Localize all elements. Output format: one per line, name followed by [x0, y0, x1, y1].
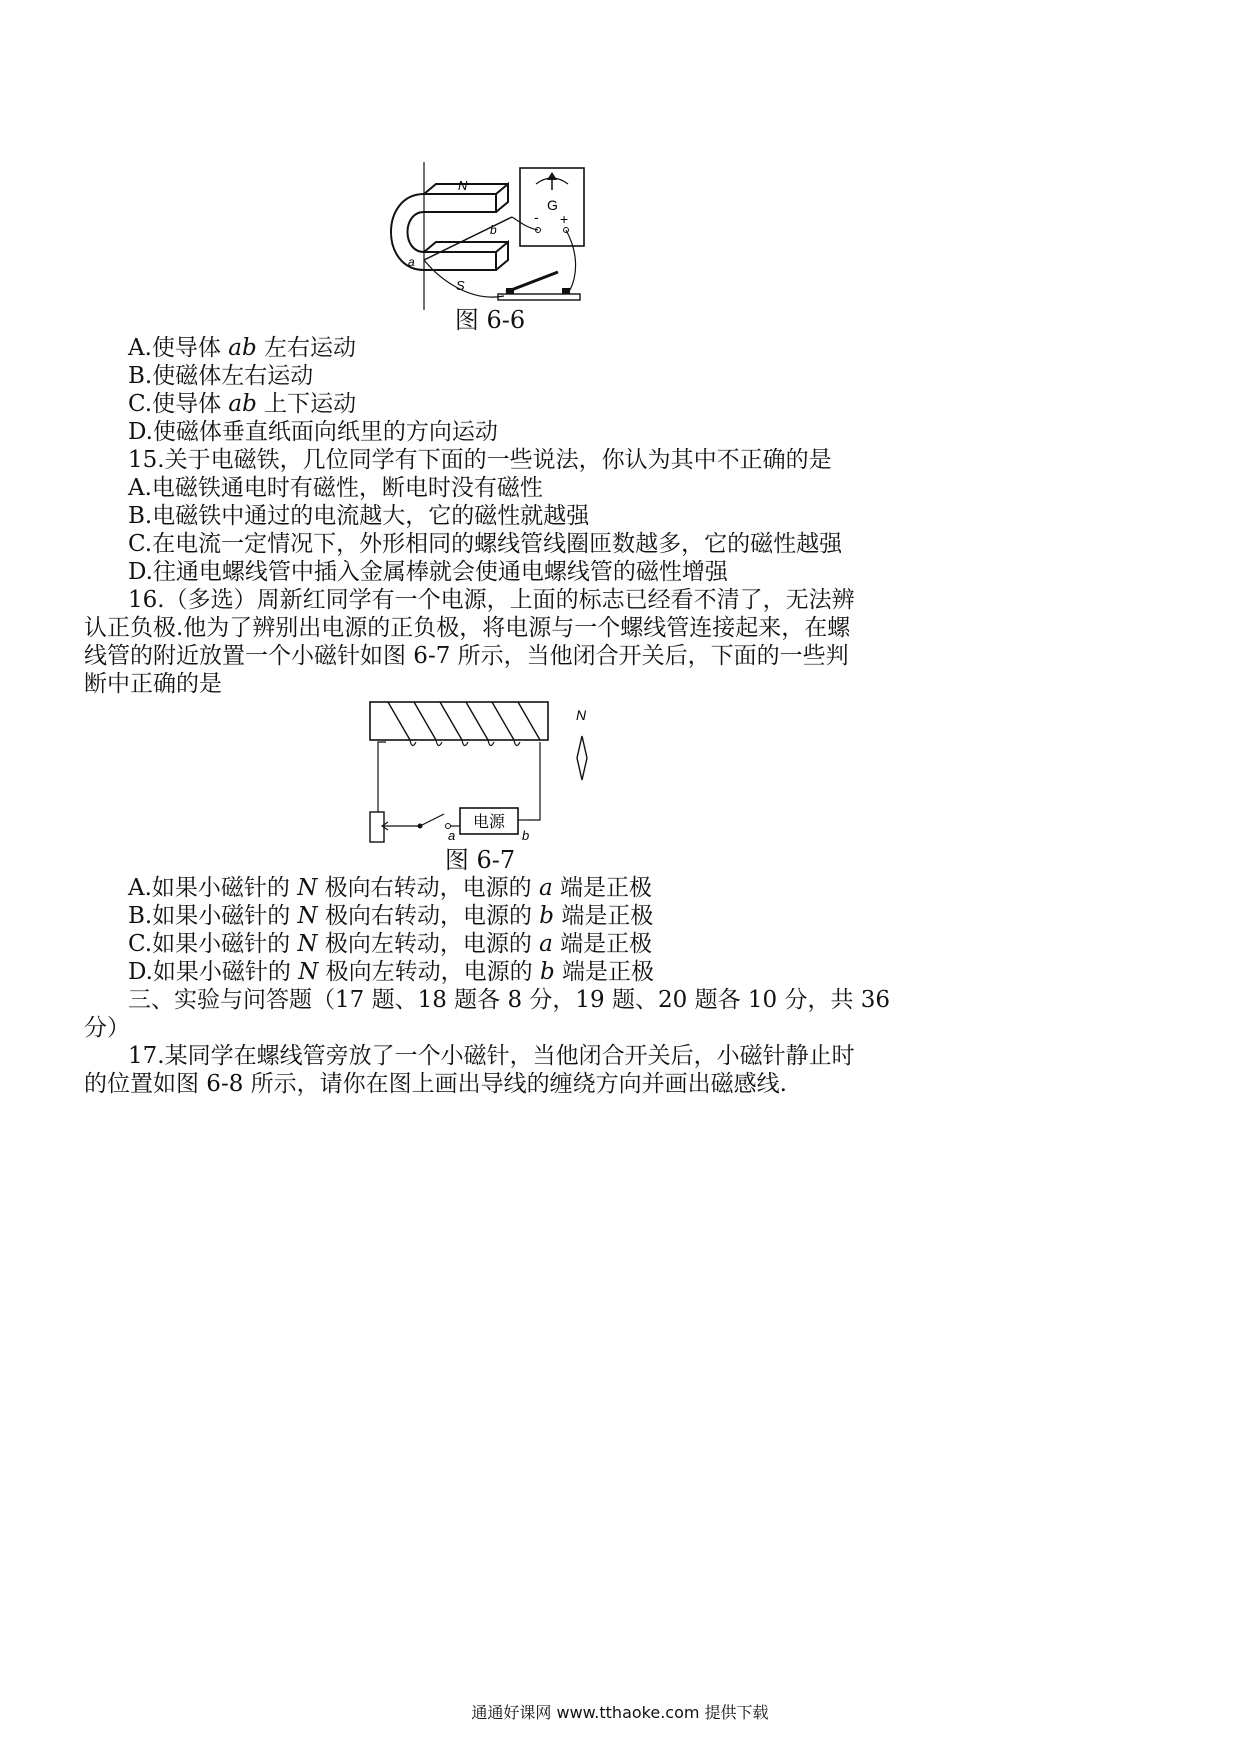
q16-stem-line-2: 认正负极.他为了辨别出电源的正负极，将电源与一个螺线管连接起来，在螺 [84, 615, 851, 641]
q14-option-b: B.使磁体左右运动 [128, 363, 314, 389]
q16-stem-line-3: 线管的附近放置一个小磁针如图 6-7 所示，当他闭合开关后，下面的一些判 [84, 643, 849, 669]
q14-option-a: A.使导体 ab 左右运动 [128, 335, 356, 361]
section-3-heading-line-1: 三、实验与问答题（17 题、18 题各 8 分，19 题、20 题各 10 分，共 36 [128, 987, 891, 1013]
figure-6-6 [372, 162, 602, 310]
galvanometer-minus-label: - [534, 209, 539, 225]
q14-option-d: D.使磁体垂直纸面向纸里的方向运动 [128, 419, 498, 445]
page-footer: 通通好课网 www.tthaoke.com 提供下载 [471, 1703, 769, 1722]
q16-option-a: A.如果小磁针的 N 极向右转动，电源的 a 端是正极 [128, 875, 653, 901]
switch [420, 814, 444, 826]
conductor-a-label: a [408, 255, 415, 269]
figure-6-6-caption: 图 6-6 [454, 306, 526, 334]
q15-option-d: D.往通电螺线管中插入金属棒就会使通电螺线管的磁性增强 [128, 559, 728, 585]
power-b-label: b [522, 828, 530, 843]
q14-option-c: C.使导体 ab 上下运动 [128, 391, 357, 417]
q15-option-c: C.在电流一定情况下，外形相同的螺线管线圈匝数越多，它的磁性越强 [128, 531, 843, 557]
magnet-s-label: S [456, 278, 465, 293]
figure-6-7-caption: 图 6-7 [444, 846, 516, 874]
q17-line-1: 17.某同学在螺线管旁放了一个小磁针，当他闭合开关后，小磁针静止时 [128, 1043, 855, 1069]
figure-6-7 [358, 698, 608, 844]
magnet-n-label: N [458, 178, 468, 193]
q15-option-a: A.电磁铁通电时有磁性，断电时没有磁性 [128, 475, 543, 501]
power-source-label: 电源 [472, 814, 506, 831]
switch [498, 294, 580, 300]
q15-option-b: B.电磁铁中通过的电流越大，它的磁性就越强 [128, 503, 590, 529]
section-3-heading-line-2: 分） [84, 1015, 130, 1041]
q16-option-c: C.如果小磁针的 N 极向左转动，电源的 a 端是正极 [128, 931, 653, 957]
galvanometer-g-label: G [547, 197, 558, 213]
needle-n-label: N [576, 707, 587, 723]
power-a-label: a [448, 828, 456, 843]
q17-line-2: 的位置如图 6-8 所示，请你在图上画出导线的缠绕方向并画出磁感线. [84, 1071, 787, 1097]
q16-option-b: B.如果小磁针的 N 极向右转动，电源的 b 端是正极 [128, 903, 654, 929]
conductor-b-label: b [490, 223, 497, 237]
q16-option-d: D.如果小磁针的 N 极向左转动，电源的 b 端是正极 [128, 959, 655, 985]
compass-needle [577, 736, 587, 780]
rheostat [370, 812, 384, 842]
q16-stem-line-4: 断中正确的是 [84, 671, 222, 697]
q15-stem: 15.关于电磁铁，几位同学有下面的一些说法，你认为其中不正确的是 [128, 447, 832, 473]
galvanometer-plus-label: + [560, 211, 569, 227]
q16-stem-line-1: 16.（多选）周新红同学有一个电源，上面的标志已经看不清了，无法辨 [128, 587, 855, 613]
